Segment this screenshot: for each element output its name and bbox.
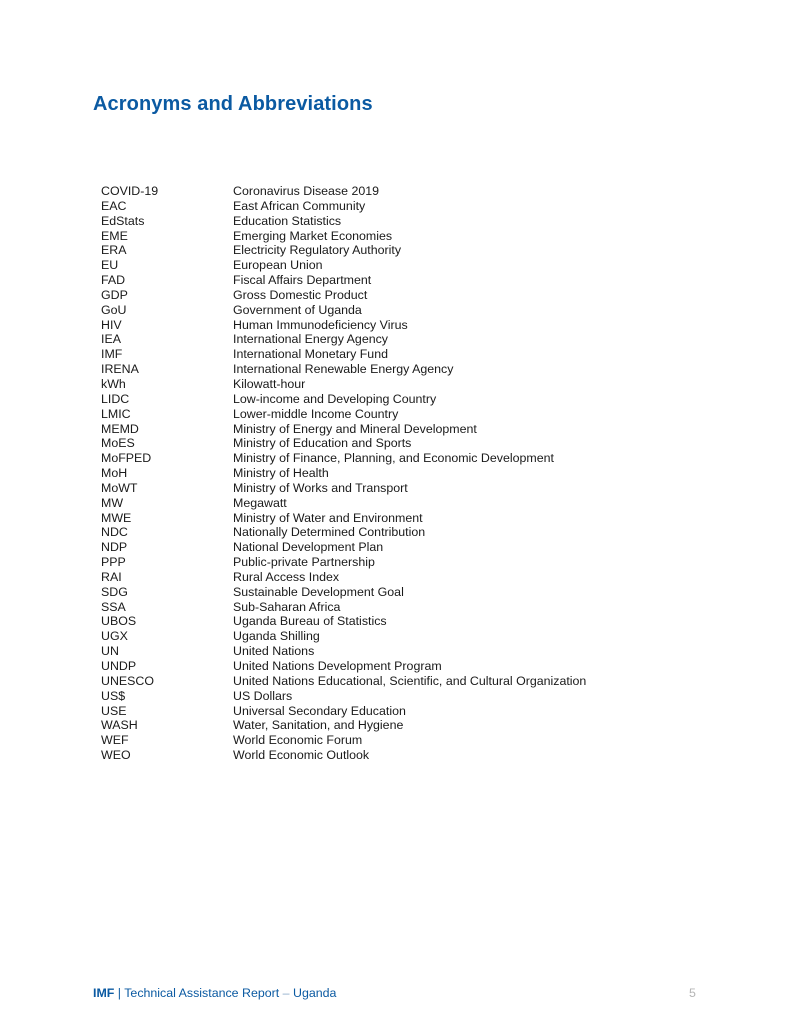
acronym-term: WEF <box>101 733 129 748</box>
acronym-term: GoU <box>101 302 127 317</box>
acronym-definition: Coronavirus Disease 2019 <box>233 184 380 198</box>
acronym-definition: Electricity Regulatory Authority <box>233 243 402 258</box>
acronym-definition: European Union <box>233 258 323 273</box>
acronym-row <box>101 347 701 362</box>
acronym-row <box>101 451 701 466</box>
acronym-term: IMF <box>101 347 123 362</box>
acronym-term: UNESCO <box>101 673 155 688</box>
acronym-row <box>101 392 701 407</box>
acronym-definition: Low-income and Developing Country <box>233 391 437 406</box>
acronym-row <box>101 199 701 214</box>
acronym-row <box>101 332 701 347</box>
acronym-row <box>101 377 701 392</box>
footer-country: Uganda <box>293 986 337 1000</box>
acronym-definition: Universal Secondary Education <box>233 703 406 718</box>
acronym-definition: Ministry of Works and Transport <box>233 480 408 495</box>
acronym-row <box>101 511 701 526</box>
acronym-row <box>101 614 701 629</box>
acronym-row <box>101 436 701 451</box>
acronym-definition: Kilowatt-hour <box>233 376 306 391</box>
acronym-row <box>101 674 701 689</box>
acronym-term: USE <box>101 703 127 718</box>
page-title: Acronyms and Abbreviations <box>93 93 373 115</box>
acronym-definition: United Nations Development Program <box>233 659 442 673</box>
acronym-row <box>101 525 701 540</box>
footer-separator: | <box>117 986 122 1000</box>
acronym-term: MoES <box>101 436 135 451</box>
acronym-term: FAD <box>101 273 126 288</box>
acronym-row <box>101 496 701 511</box>
acronym-definition: Education Statistics <box>233 213 342 228</box>
acronym-definition: Sustainable Development Goal <box>233 584 404 599</box>
footer-report-title: Technical Assistance Report <box>124 986 280 1000</box>
acronym-definition: International Energy Agency <box>233 332 388 347</box>
acronym-definition: United Nations Educational, Scientific, and Cultural Organization <box>233 673 587 688</box>
acronym-definition: Sub-Saharan Africa <box>233 599 341 614</box>
acronym-definition: International Renewable Energy Agency <box>233 362 454 377</box>
acronym-row <box>101 362 701 377</box>
acronym-definition: Uganda Bureau of Statistics <box>233 614 387 629</box>
acronym-definition: Public-private Partnership <box>233 555 375 570</box>
acronym-definition: International Monetary Fund <box>233 347 388 362</box>
acronym-row <box>101 243 701 258</box>
acronym-definition: Ministry of Water and Environment <box>233 510 423 525</box>
acronym-row <box>101 733 701 748</box>
acronym-row <box>101 629 701 644</box>
acronym-definition: National Development Plan <box>233 540 384 555</box>
acronym-term: EME <box>101 228 128 243</box>
acronym-term: LIDC <box>101 391 130 406</box>
acronym-row <box>101 229 701 244</box>
acronym-term: MWE <box>101 510 132 525</box>
acronym-row <box>101 585 701 600</box>
acronym-term: UNDP <box>101 659 137 673</box>
acronym-term: WASH <box>101 718 138 733</box>
acronym-term: RAI <box>101 569 122 584</box>
page-number: 5 <box>689 986 696 1000</box>
acronym-term: ERA <box>101 243 127 258</box>
acronym-term: NDP <box>101 540 128 555</box>
acronym-row <box>101 273 701 288</box>
acronym-term: MEMD <box>101 421 139 436</box>
acronym-definition: Rural Access Index <box>233 569 340 584</box>
acronym-definition: Gross Domestic Product <box>233 287 368 302</box>
acronym-term: SDG <box>101 584 128 599</box>
acronym-definition: Human Immunodeficiency Virus <box>233 317 408 332</box>
acronym-row <box>101 481 701 496</box>
acronym-row <box>101 659 701 674</box>
footer <box>93 986 336 1000</box>
acronym-term: EdStats <box>101 213 145 228</box>
acronym-term: UGX <box>101 629 128 644</box>
acronym-row <box>101 184 701 199</box>
acronym-term: MoH <box>101 466 128 481</box>
acronym-term: EU <box>101 258 119 273</box>
acronym-definition: Ministry of Finance, Planning, and Economic Development <box>233 451 554 466</box>
acronym-term: UN <box>101 644 119 659</box>
acronym-definition: Fiscal Affairs Department <box>233 273 372 288</box>
acronym-definition: Ministry of Health <box>233 466 329 481</box>
acronym-term: WEO <box>101 748 131 763</box>
acronym-term: COVID-19 <box>101 184 159 198</box>
acronym-row <box>101 644 701 659</box>
acronym-row <box>101 303 701 318</box>
acronym-term: kWh <box>101 376 126 391</box>
acronym-definition: Government of Uganda <box>233 302 362 317</box>
footer-dash: – <box>282 986 290 1000</box>
acronym-term: LMIC <box>101 406 131 421</box>
acronym-term: IEA <box>101 332 121 347</box>
acronym-row <box>101 288 701 303</box>
acronym-term: MoFPED <box>101 451 152 466</box>
acronym-term: PPP <box>101 555 126 570</box>
acronym-definition: Water, Sanitation, and Hygiene <box>233 718 404 733</box>
acronym-term: HIV <box>101 317 122 332</box>
acronym-row <box>101 318 701 333</box>
acronym-definition: Emerging Market Economies <box>233 228 393 243</box>
acronym-term: EAC <box>101 198 127 213</box>
acronym-definition: Ministry of Education and Sports <box>233 436 412 451</box>
acronym-row <box>101 689 701 704</box>
acronym-row <box>101 600 701 615</box>
acronym-row <box>101 555 701 570</box>
acronym-row <box>101 704 701 719</box>
acronym-row <box>101 570 701 585</box>
acronym-list <box>101 184 701 763</box>
acronym-row <box>101 748 701 763</box>
acronym-row <box>101 407 701 422</box>
acronym-row <box>101 466 701 481</box>
acronym-definition: World Economic Outlook <box>233 748 370 763</box>
acronym-row <box>101 214 701 229</box>
acronym-term: IRENA <box>101 362 139 377</box>
acronym-term: GDP <box>101 287 128 302</box>
acronym-definition: Ministry of Energy and Mineral Development <box>233 421 477 436</box>
acronym-definition: World Economic Forum <box>233 733 363 748</box>
acronym-row <box>101 258 701 273</box>
acronym-term: NDC <box>101 525 128 540</box>
acronym-row <box>101 718 701 733</box>
acronym-definition: Megawatt <box>233 495 287 510</box>
acronym-definition: US Dollars <box>233 688 293 703</box>
acronym-definition: East African Community <box>233 198 366 213</box>
acronym-definition: Uganda Shilling <box>233 629 320 644</box>
acronym-definition: Lower-middle Income Country <box>233 406 399 421</box>
acronym-definition: Nationally Determined Contribution <box>233 525 426 540</box>
acronym-row <box>101 540 701 555</box>
acronym-term: MW <box>101 495 124 510</box>
acronym-term: MoWT <box>101 480 138 495</box>
footer-brand: IMF <box>93 986 115 1000</box>
acronym-term: SSA <box>101 599 126 614</box>
acronym-row <box>101 422 701 437</box>
acronym-term: UBOS <box>101 614 137 629</box>
acronym-term: US$ <box>101 688 126 703</box>
acronym-definition: United Nations <box>233 644 315 659</box>
